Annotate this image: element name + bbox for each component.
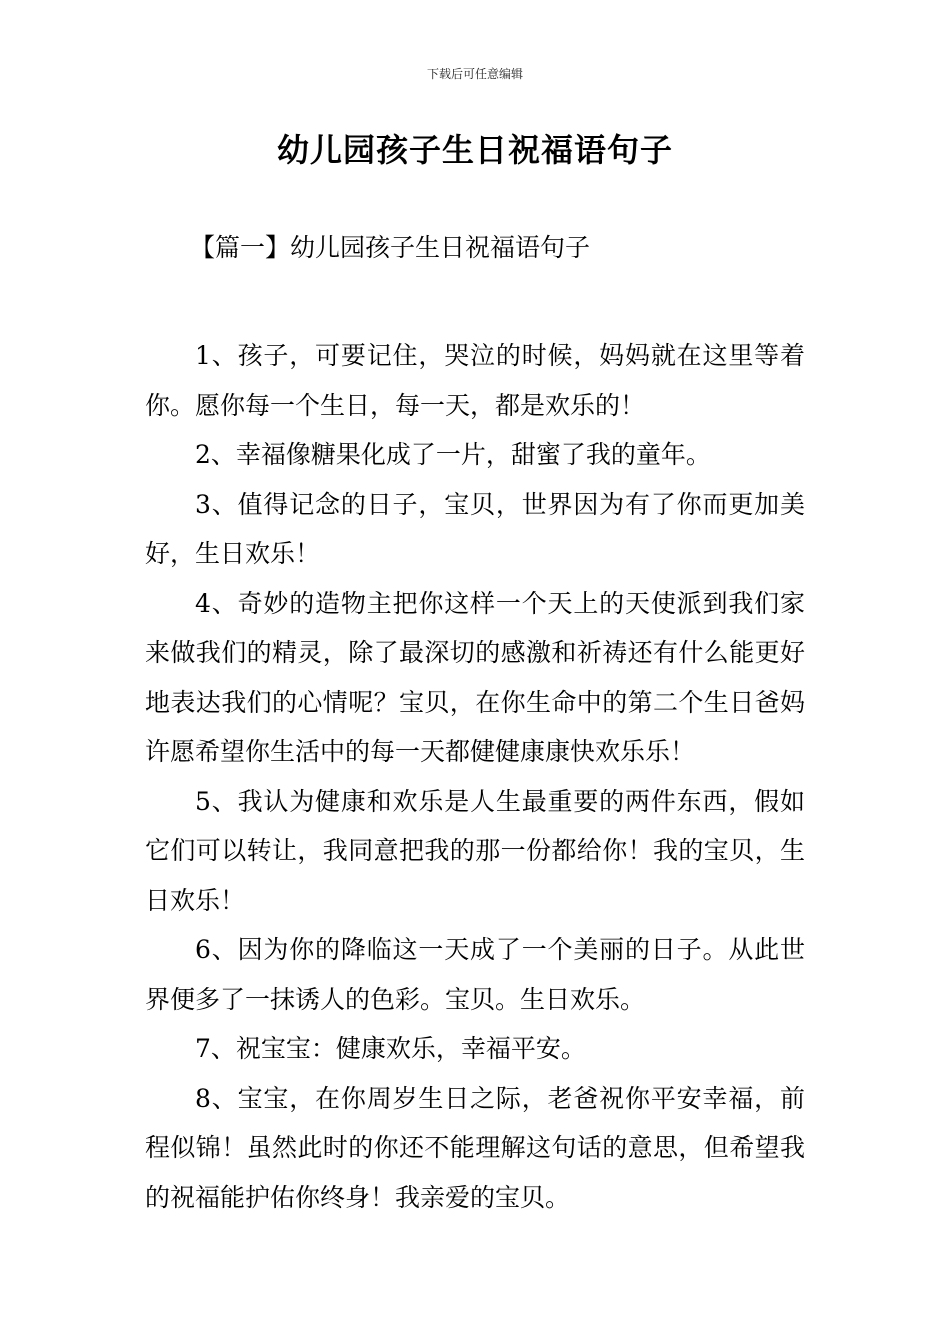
paragraph: 1、孩子，可要记住，哭泣的时候，妈妈就在这里等着你。愿你每一个生日，每一天，都是欢乐的！ [145, 341, 805, 420]
section-heading: 【篇一】幼儿园孩子生日祝福语句子 [190, 233, 591, 262]
paragraph: 6、因为你的降临这一天成了一个美丽的日子。从此世界便多了一抹诱人的色彩。宝贝。生日欢乐。 [145, 935, 805, 1014]
header-note: 下载后可任意编辑 [426, 67, 523, 81]
document-title: 幼儿园孩子生日祝福语句子 [276, 131, 673, 169]
document-body [145, 331, 805, 1222]
paragraph: 7、祝宝宝：健康欢乐，幸福平安。 [195, 1034, 586, 1063]
paragraph: 3、值得记念的日子，宝贝，世界因为有了你而更加美好，生日欢乐！ [145, 489, 805, 568]
paragraph: 4、奇妙的造物主把你这样一个天上的天使派到我们家来做我们的精灵，除了最深切的感激和祈祷还有什么能更好地表达我们的心情呢？宝贝，在你生命中的第二个生日爸妈许愿希望你生活中的每一天都健健康康快欢乐乐！ [145, 588, 805, 766]
paragraph: 5、我认为健康和欢乐是人生最重要的两件东西，假如它们可以转让，我同意把我的那一份都给你！我的宝贝，生日欢乐！ [145, 786, 805, 915]
paragraph: 2、幸福像糖果化成了一片，甜蜜了我的童年。 [195, 440, 711, 469]
paragraph: 8、宝宝，在你周岁生日之际，老爸祝你平安幸福，前程似锦！虽然此时的你还不能理解这句话的意思，但希望我的祝福能护佑你终身！我亲爱的宝贝。 [145, 1083, 805, 1212]
